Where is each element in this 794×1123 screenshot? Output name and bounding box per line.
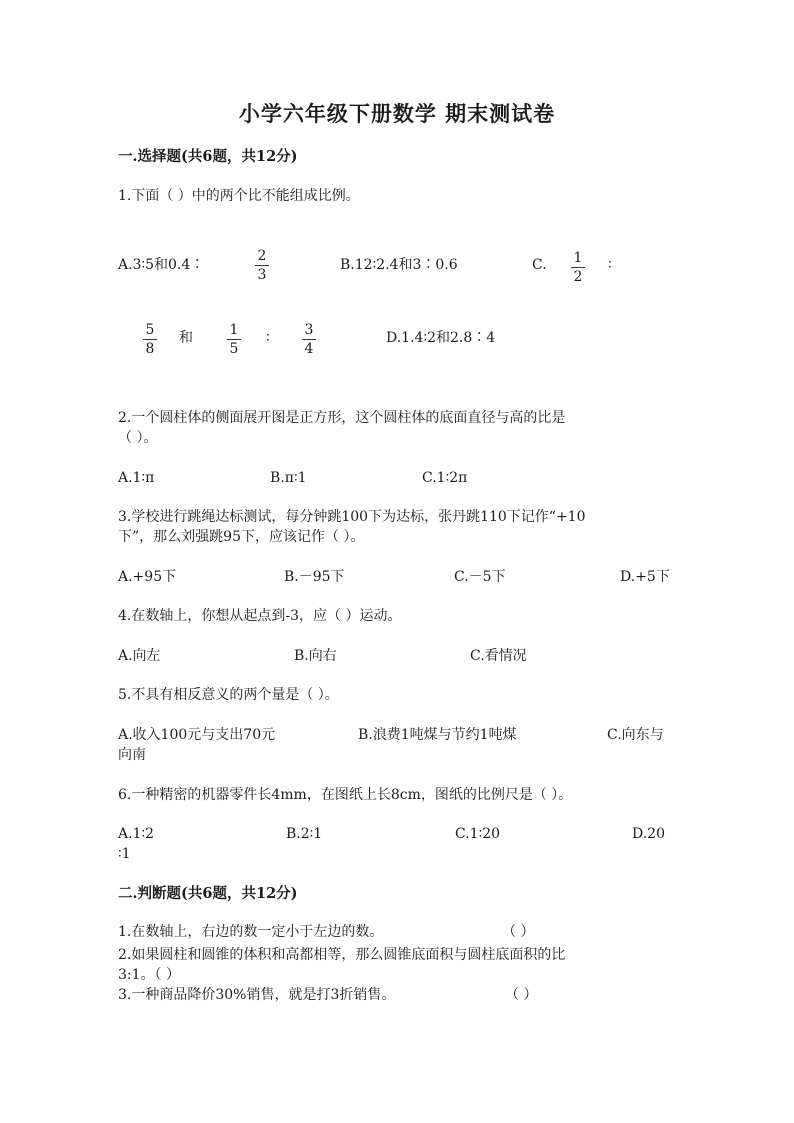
q2-option-c[interactable]: C.1∶2π bbox=[422, 470, 468, 486]
page-title: 小学六年级下册数学 期末测试卷 bbox=[238, 101, 556, 126]
q1-option-c-colon-2: ∶ bbox=[266, 330, 270, 346]
section-heading-judgement: 二.判断题(共6题，共12分) bbox=[118, 885, 298, 902]
fraction-bar bbox=[255, 265, 269, 266]
q6-option-b[interactable]: B.2∶1 bbox=[286, 826, 323, 842]
q4-option-b[interactable]: B.向右 bbox=[294, 648, 337, 664]
fraction-denominator: 4 bbox=[304, 341, 314, 357]
q1-option-a-fraction bbox=[255, 248, 269, 283]
q1-option-c-fraction-3 bbox=[227, 322, 241, 357]
section-heading-choice: 一.选择题(共6题，共12分) bbox=[118, 148, 298, 165]
fraction-numerator: 1 bbox=[573, 250, 583, 266]
q6-option-c[interactable]: C.1∶20 bbox=[455, 826, 501, 842]
fraction-denominator: 8 bbox=[145, 341, 155, 357]
q2-option-b[interactable]: B.π∶1 bbox=[270, 470, 307, 486]
fraction-numerator: 5 bbox=[145, 322, 155, 338]
judge-3-stem: 3.一种商品降价30%销售，就是打3折销售。 bbox=[118, 987, 396, 1003]
fraction-denominator: 5 bbox=[229, 341, 239, 357]
q1-option-c-colon-1: ∶ bbox=[608, 257, 612, 273]
q1-option-a-text[interactable]: A.3∶5和0.4∶ bbox=[118, 257, 205, 273]
judge-1-blank[interactable]: （ ） bbox=[502, 924, 535, 940]
q3-option-d[interactable]: D.+5下 bbox=[620, 569, 670, 585]
judge-2-stem-line-1: 2.如果圆柱和圆锥的体积和高都相等，那么圆锥底面积与圆柱底面积的比 bbox=[118, 947, 566, 963]
q5-option-c-continued: 向南 bbox=[118, 747, 146, 763]
fraction-bar bbox=[302, 339, 316, 340]
q1-option-b[interactable]: B.12∶2.4和3∶0.6 bbox=[340, 257, 458, 273]
judge-1-stem: 1.在数轴上，右边的数一定小于左边的数。 bbox=[118, 924, 384, 940]
fraction-bar bbox=[571, 267, 585, 268]
question-2-stem-line-1: 2.一个圆柱体的侧面展开图是正方形，这个圆柱体的底面直径与高的比是 bbox=[118, 410, 566, 426]
q1-option-c-prefix[interactable]: C. bbox=[532, 257, 547, 273]
fraction-bar bbox=[227, 339, 241, 340]
q1-option-c-and: 和 bbox=[179, 330, 193, 346]
fraction-denominator: 2 bbox=[573, 269, 583, 285]
question-5-stem: 5.不具有相反意义的两个量是（ ）。 bbox=[118, 687, 339, 703]
q6-option-d[interactable]: D.20 bbox=[632, 826, 665, 842]
q3-option-a[interactable]: A.+95下 bbox=[118, 569, 177, 585]
question-1-stem: 1.下面（ ）中的两个比不能组成比例。 bbox=[118, 188, 360, 204]
fraction-numerator: 2 bbox=[257, 248, 267, 264]
judge-3-blank[interactable]: （ ） bbox=[505, 987, 538, 1003]
q3-option-c[interactable]: C.－5下 bbox=[454, 569, 506, 585]
q1-option-c-fraction-4 bbox=[302, 322, 316, 357]
question-4-stem: 4.在数轴上，你想从起点到-3，应（ ）运动。 bbox=[118, 608, 402, 624]
q5-option-a[interactable]: A.收入100元与支出70元 bbox=[118, 727, 276, 743]
fraction-bar bbox=[143, 339, 157, 340]
q1-option-c-fraction-1 bbox=[571, 250, 585, 285]
judge-2-stem-line-2[interactable]: 3:1。（ ） bbox=[118, 967, 180, 983]
question-3-stem-line-1: 3.学校进行跳绳达标测试，每分钟跳100下为达标，张丹跳110下记作“+10 bbox=[118, 509, 586, 525]
question-3-stem-line-2: 下”，那么刘强跳95下，应该记作（ ）。 bbox=[118, 529, 365, 545]
q3-option-b[interactable]: B.－95下 bbox=[284, 569, 345, 585]
q2-option-a[interactable]: A.1∶π bbox=[118, 470, 155, 486]
q4-option-c[interactable]: C.看情况 bbox=[470, 648, 527, 664]
q6-option-a[interactable]: A.1∶2 bbox=[118, 826, 155, 842]
q5-option-c[interactable]: C.向东与 bbox=[607, 727, 664, 743]
q6-option-d-continued: ∶1 bbox=[118, 846, 131, 862]
question-6-stem: 6.一种精密的机器零件长4mm，在图纸上长8cm，图纸的比例尺是（ ）。 bbox=[118, 787, 573, 803]
q4-option-a[interactable]: A.向左 bbox=[118, 648, 161, 664]
fraction-denominator: 3 bbox=[257, 267, 267, 283]
question-2-stem-line-2: （ ）。 bbox=[118, 430, 158, 446]
fraction-numerator: 1 bbox=[229, 322, 239, 338]
q1-option-d[interactable]: D.1.4∶2和2.8∶4 bbox=[386, 330, 496, 346]
q1-option-c-fraction-2 bbox=[143, 322, 157, 357]
fraction-numerator: 3 bbox=[304, 322, 314, 338]
q5-option-b[interactable]: B.浪费1吨煤与节约1吨煤 bbox=[358, 727, 517, 743]
